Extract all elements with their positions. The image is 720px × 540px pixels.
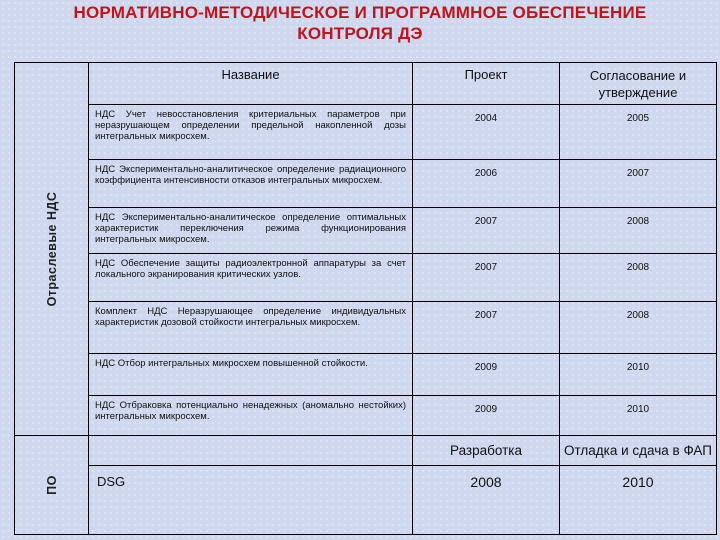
software-dev-year: 2008 — [413, 466, 560, 535]
table-row — [15, 254, 717, 302]
title-line-1: НОРМАТИВНО-МЕТОДИЧЕСКОЕ И ПРОГРАММНОЕ ОБЕСПЕЧЕНИЕ — [73, 3, 647, 22]
side-label-industry: Отраслевые НДС — [44, 191, 59, 307]
software-debug-year: 2010 — [560, 466, 717, 535]
table-row — [15, 208, 717, 254]
software-header-row — [15, 436, 717, 466]
header-development: Разработка — [413, 436, 560, 466]
row-approval: 2008 — [560, 254, 717, 302]
row-project: 2006 — [413, 160, 560, 208]
header-approval: Согласование и утверждение — [560, 63, 717, 105]
table-header-row — [15, 63, 717, 105]
row-name: Комплект НДС Неразрушающее определение индивидуальных характеристик дозовой стойкости интегральных микросхем. — [89, 302, 413, 354]
side-label-software-cell — [15, 436, 89, 535]
row-name: НДС Обеспечение защиты радиоэлектронной аппаратуры за счет локального экранирования критических узлов. — [89, 254, 413, 302]
software-header-blank — [89, 436, 413, 466]
title-line-2: КОНТРОЛЯ ДЭ — [297, 24, 423, 43]
row-name: НДС Экспериментально-аналитическое определение оптимальных характеристик переключения режима функционирования интегральных микросхем. — [89, 208, 413, 254]
standards-table — [14, 62, 717, 535]
row-approval: 2008 — [560, 208, 717, 254]
header-name: Название — [89, 63, 413, 105]
header-project: Проект — [413, 63, 560, 105]
table-row — [15, 354, 717, 396]
side-label-software: ПО — [44, 475, 59, 495]
table-row — [15, 105, 717, 160]
row-project: 2009 — [413, 396, 560, 436]
header-debug: Отладка и сдача в ФАП — [560, 436, 717, 466]
row-name: НДС Отбор интегральных микросхем повышенной стойкости. — [89, 354, 413, 396]
row-approval: 2010 — [560, 396, 717, 436]
table-row — [15, 160, 717, 208]
table-row — [15, 396, 717, 436]
row-approval: 2007 — [560, 160, 717, 208]
row-project: 2009 — [413, 354, 560, 396]
row-name: НДС Отбраковка потенциально ненадежных (аномально нестойких) интегральных микросхем. — [89, 396, 413, 436]
side-label-cell — [15, 63, 89, 436]
row-name: НДС Учет невосстановления критериальных параметров при неразрушающем определении предельной накопленной дозы интегральных микросхем. — [89, 105, 413, 160]
page-title — [0, 2, 720, 44]
row-project: 2007 — [413, 208, 560, 254]
row-approval: 2008 — [560, 302, 717, 354]
row-project: 2004 — [413, 105, 560, 160]
table-row — [15, 302, 717, 354]
row-approval: 2010 — [560, 354, 717, 396]
software-row — [15, 466, 717, 535]
row-project: 2007 — [413, 254, 560, 302]
software-name: DSG — [89, 466, 413, 535]
row-approval: 2005 — [560, 105, 717, 160]
row-project: 2007 — [413, 302, 560, 354]
row-name: НДС Экспериментально-аналитическое определение радиационного коэффициента интенсивности отказов интегральных микросхем. — [89, 160, 413, 208]
